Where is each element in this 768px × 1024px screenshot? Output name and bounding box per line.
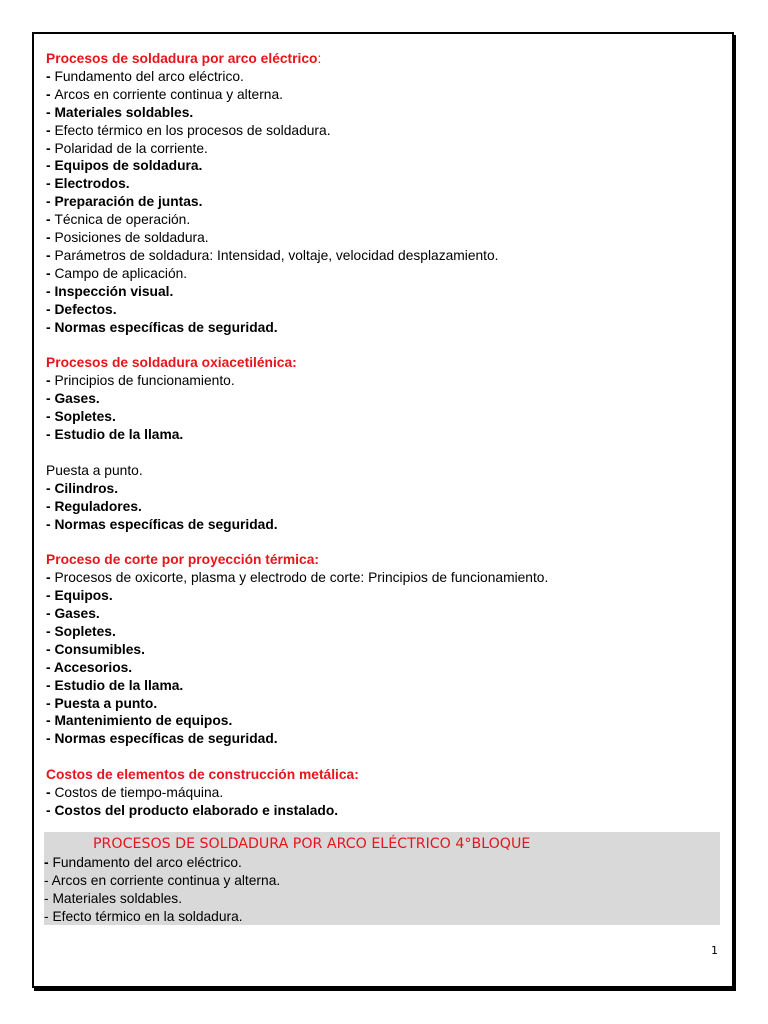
block-title: PROCESOS DE SOLDADURA POR ARCO ELÉCTRICO 4°BLOQUE (93, 836, 531, 852)
list-dash: - (46, 588, 55, 604)
subheading-puesta-a-punto: Puesta a punto. (46, 462, 143, 478)
list-item-text: Gases. (54, 606, 100, 622)
list-item-text: Equipos. (54, 588, 113, 604)
list-item-text: Mantenimiento de equipos. (54, 713, 233, 729)
list-dash: - (46, 606, 55, 622)
list-dash: - (46, 391, 55, 407)
list-dash: - (46, 194, 55, 210)
list-item-text: Gases. (54, 391, 100, 407)
list-item-text: Estudio de la llama. (54, 677, 184, 693)
list-dash: - (46, 641, 55, 657)
list-item (46, 301, 722, 319)
list-item (46, 157, 722, 175)
list-item-text: Efecto térmico en la soldadura. (52, 909, 243, 924)
list-item (46, 408, 722, 426)
list-dash: - (46, 427, 55, 443)
list-item (46, 390, 722, 408)
block-list (44, 854, 720, 926)
list-dash: - (46, 659, 54, 675)
list-item-text: Normas específicas de seguridad. (54, 516, 278, 532)
list-dash: - (46, 158, 55, 174)
list-dash: - (46, 498, 55, 514)
list-dash: - (44, 855, 53, 870)
list-dash: - (46, 373, 55, 389)
list-item (46, 712, 722, 730)
list-item (46, 372, 722, 390)
list-item-text: Normas específicas de seguridad. (54, 319, 278, 335)
list-item (46, 641, 722, 659)
list-item-text: Arcos en corriente continua y alterna. (51, 873, 281, 888)
section-heading-arc-welding: Procesos de soldadura por arco eléctrico: (46, 51, 322, 66)
list-dash: - (46, 623, 55, 639)
list-dash: - (46, 516, 55, 532)
list-item-text: Sopletes. (54, 409, 116, 425)
list-dash: - (46, 480, 55, 496)
list-item-text: Principios de funcionamiento. (54, 373, 235, 389)
section-list-thermal-cutting (46, 569, 722, 748)
list-item (44, 854, 720, 872)
list-item (46, 659, 722, 677)
list-item-text: Polaridad de la corriente. (54, 140, 208, 156)
section-heading-costs: Costos de elementos de construcción metálica: (46, 767, 359, 783)
list-dash: - (46, 731, 55, 747)
list-dash: - (46, 301, 55, 317)
list-item (46, 86, 722, 104)
list-dash: - (46, 212, 55, 228)
section-heading-oxyacetylene: Procesos de soldadura oxiacetilénica: (46, 355, 297, 371)
list-item-text: Parámetros de soldadura: Intensidad, voltaje, velocidad desplazamiento. (54, 247, 499, 263)
list-item-text: Posiciones de soldadura. (54, 230, 209, 246)
list-item (46, 695, 722, 713)
list-item (44, 908, 720, 926)
list-item-text: Reguladores. (54, 498, 142, 514)
list-item-text: Técnica de operación. (54, 212, 191, 228)
list-dash: - (46, 122, 55, 138)
list-item (44, 890, 720, 908)
list-item (46, 587, 722, 605)
list-item (46, 265, 722, 283)
list-item-text: Efecto térmico en los procesos de soldadura. (54, 122, 331, 138)
page-number: 1 (711, 944, 718, 957)
list-dash: - (46, 677, 55, 693)
list-dash: - (46, 140, 55, 156)
list-item-text: Electrodos. (54, 176, 130, 192)
list-item-text: Inspección visual. (54, 283, 174, 299)
list-item-text: Preparación de juntas. (54, 194, 203, 210)
list-item (46, 175, 722, 193)
list-item-text: Materiales soldables. (54, 104, 194, 120)
list-dash: - (46, 319, 55, 335)
list-item-text: Puesta a punto. (54, 695, 158, 711)
section-heading-thermal-cutting: Proceso de corte por proyección térmica: (46, 552, 319, 568)
list-dash: - (46, 570, 55, 586)
list-item (46, 516, 722, 534)
list-item-text: Fundamento del arco eléctrico. (52, 855, 242, 870)
list-dash: - (44, 873, 52, 888)
list-dash: - (46, 104, 55, 120)
list-item (46, 569, 722, 587)
list-item (46, 480, 722, 498)
list-item (46, 283, 722, 301)
list-item-text: Costos del producto elaborado e instalado. (54, 803, 339, 818)
list-dash: - (46, 409, 55, 425)
list-item-text: Cilindros. (54, 480, 119, 496)
list-item-text: Arcos en corriente continua y alterna. (54, 86, 283, 102)
list-item (44, 872, 720, 890)
list-dash: - (46, 283, 55, 299)
list-dash: - (46, 176, 55, 192)
section-list-costs (46, 784, 722, 820)
list-item-text: Costos de tiempo-máquina. (54, 785, 224, 801)
list-item (46, 122, 722, 140)
list-item (46, 623, 722, 641)
section-list-oxyacetylene (46, 372, 722, 444)
list-item (46, 104, 722, 122)
list-item-text: Fundamento del arco eléctrico. (54, 68, 244, 84)
list-item-text: Consumibles. (54, 641, 145, 657)
list-item (46, 677, 722, 695)
list-item (46, 140, 722, 158)
list-item (46, 247, 722, 265)
section-list-arc-welding (46, 68, 722, 337)
list-item (46, 68, 722, 86)
list-dash: - (46, 713, 55, 729)
list-item (46, 802, 722, 820)
list-dash: - (44, 891, 53, 906)
list-item-text: Estudio de la llama. (54, 427, 184, 443)
list-item (46, 229, 722, 247)
list-item-text: Campo de aplicación. (54, 265, 188, 281)
document-content (46, 50, 722, 820)
list-item (46, 211, 722, 229)
list-dash: - (46, 265, 55, 281)
list-item (46, 784, 722, 802)
list-item (46, 730, 722, 748)
list-item (46, 498, 722, 516)
list-item-text: Defectos. (54, 301, 117, 317)
list-dash: - (46, 803, 55, 818)
list-dash: - (46, 785, 55, 801)
list-dash: - (46, 86, 55, 102)
list-dash: - (46, 247, 55, 263)
list-item (46, 605, 722, 623)
list-item-text: Normas específicas de seguridad. (54, 731, 278, 747)
list-item (46, 426, 722, 444)
list-item-text: Materiales soldables. (52, 891, 183, 906)
list-item-text: Sopletes. (54, 623, 116, 639)
highlighted-block-4th (44, 832, 720, 925)
list-dash: - (46, 68, 55, 84)
document-page (32, 32, 734, 988)
list-dash: - (46, 695, 55, 711)
list-item-text: Procesos de oxicorte, plasma y electrodo de corte: Principios de funcionamiento. (54, 570, 549, 586)
list-item-text: Equipos de soldadura. (54, 158, 203, 174)
list-dash: - (44, 909, 53, 924)
section-list-puesta-a-punto (46, 480, 722, 534)
list-dash: - (46, 230, 55, 246)
list-item (46, 319, 722, 337)
list-item (46, 193, 722, 211)
list-item-text: Accesorios. (53, 659, 133, 675)
